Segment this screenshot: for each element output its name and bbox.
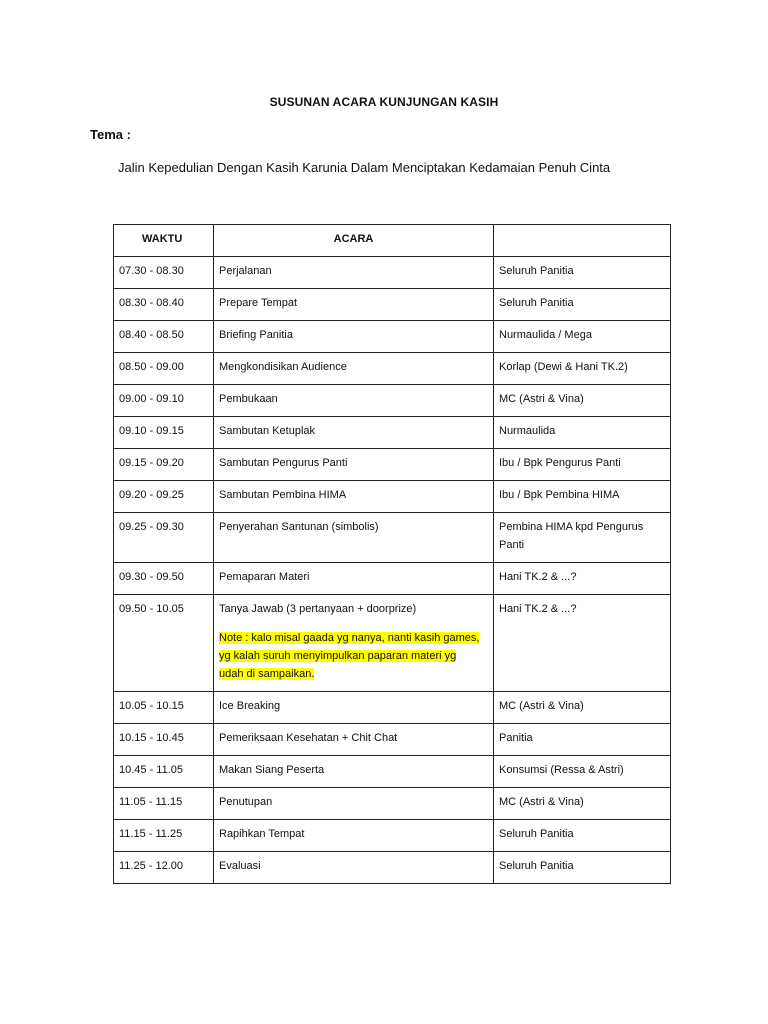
- table-row: [114, 417, 671, 449]
- note-block: [219, 629, 488, 683]
- cell-acara: [214, 449, 494, 481]
- cell-penanggung-jawab: Nurmaulida: [494, 417, 671, 449]
- cell-penanggung-jawab: Pembina HIMA kpd Pengurus Panti: [494, 513, 671, 563]
- cell-acara: [214, 321, 494, 353]
- acara-text: Makan Siang Peserta: [219, 764, 325, 776]
- cell-penanggung-jawab: MC (Astri & Vina): [494, 692, 671, 724]
- table-row: [114, 449, 671, 481]
- table-row: [114, 385, 671, 417]
- header-acara: ACARA: [214, 225, 494, 257]
- cell-penanggung-jawab: Nurmaulida / Mega: [494, 321, 671, 353]
- cell-waktu: 09.25 - 09.30: [114, 513, 214, 563]
- cell-penanggung-jawab: Korlap (Dewi & Hani TK.2): [494, 353, 671, 385]
- cell-waktu: 10.45 - 11.05: [114, 756, 214, 788]
- table-row: [114, 353, 671, 385]
- acara-text: Ice Breaking: [219, 700, 281, 712]
- cell-penanggung-jawab: MC (Astri & Vina): [494, 385, 671, 417]
- acara-text: Sambutan Ketuplak: [219, 425, 316, 437]
- cell-penanggung-jawab: Panitia: [494, 724, 671, 756]
- cell-penanggung-jawab: Seluruh Panitia: [494, 852, 671, 884]
- note-highlight-line: udah di sampaikan.: [219, 668, 315, 680]
- cell-acara: [214, 563, 494, 595]
- acara-text: Penyerahan Santunan (simbolis): [219, 521, 379, 533]
- schedule-body: [114, 257, 671, 884]
- cell-acara: [214, 756, 494, 788]
- cell-acara: [214, 692, 494, 724]
- table-row: [114, 692, 671, 724]
- cell-waktu: 11.05 - 11.15: [114, 788, 214, 820]
- acara-text: Perjalanan: [219, 265, 272, 277]
- acara-text: Briefing Panitia: [219, 329, 293, 341]
- cell-waktu: 08.40 - 08.50: [114, 321, 214, 353]
- document-title: SUSUNAN ACARA KUNJUNGAN KASIH: [269, 95, 499, 109]
- acara-text: Sambutan Pembina HIMA: [219, 489, 347, 501]
- table-row: [114, 289, 671, 321]
- cell-penanggung-jawab: Seluruh Panitia: [494, 820, 671, 852]
- cell-penanggung-jawab: MC (Astri & Vina): [494, 788, 671, 820]
- cell-waktu: 09.15 - 09.20: [114, 449, 214, 481]
- acara-text: Penutupan: [219, 796, 273, 808]
- cell-acara: [214, 385, 494, 417]
- cell-waktu: 08.30 - 08.40: [114, 289, 214, 321]
- cell-acara: [214, 481, 494, 513]
- acara-text: Evaluasi: [219, 860, 261, 872]
- cell-acara: [214, 353, 494, 385]
- cell-penanggung-jawab: Hani TK.2 & ...?: [494, 563, 671, 595]
- cell-acara: [214, 257, 494, 289]
- table-row: [114, 788, 671, 820]
- acara-text: Pembukaan: [219, 393, 278, 405]
- cell-waktu: 09.50 - 10.05: [114, 595, 214, 692]
- note-highlight-line: Note : kalo misal gaada yg nanya, nanti kasih games,: [219, 632, 480, 644]
- cell-waktu: 09.30 - 09.50: [114, 563, 214, 595]
- table-row: [114, 481, 671, 513]
- acara-text: Pemaparan Materi: [219, 571, 310, 583]
- table-row: [114, 756, 671, 788]
- cell-acara: [214, 852, 494, 884]
- tema-label: Tema :: [90, 127, 131, 142]
- table-row: [114, 563, 671, 595]
- acara-text: Mengkondisikan Audience: [219, 361, 347, 373]
- table-header-row: [114, 225, 671, 257]
- cell-penanggung-jawab: Konsumsi (Ressa & Astri): [494, 756, 671, 788]
- table-row: [114, 321, 671, 353]
- schedule-table: [113, 224, 671, 884]
- cell-waktu: 10.05 - 10.15: [114, 692, 214, 724]
- cell-acara: [214, 820, 494, 852]
- acara-text: Rapihkan Tempat: [219, 828, 305, 840]
- note-highlight-line: yg kalah suruh menyimpulkan paparan materi yg: [219, 650, 457, 662]
- cell-waktu: 09.10 - 09.15: [114, 417, 214, 449]
- cell-acara: [214, 788, 494, 820]
- cell-acara: [214, 724, 494, 756]
- cell-penanggung-jawab: Ibu / Bpk Pengurus Panti: [494, 449, 671, 481]
- cell-waktu: 10.15 - 10.45: [114, 724, 214, 756]
- table-row: [114, 595, 671, 692]
- cell-waktu: 07.30 - 08.30: [114, 257, 214, 289]
- cell-waktu: 11.25 - 12.00: [114, 852, 214, 884]
- cell-penanggung-jawab: Hani TK.2 & ...?: [494, 595, 671, 692]
- cell-waktu: 11.15 - 11.25: [114, 820, 214, 852]
- table-row: [114, 820, 671, 852]
- cell-penanggung-jawab: Seluruh Panitia: [494, 289, 671, 321]
- table-row: [114, 852, 671, 884]
- cell-acara: [214, 289, 494, 321]
- cell-waktu: 08.50 - 09.00: [114, 353, 214, 385]
- table-row: [114, 724, 671, 756]
- acara-text: Sambutan Pengurus Panti: [219, 457, 348, 469]
- cell-acara: [214, 595, 494, 692]
- table-row: [114, 257, 671, 289]
- table-row: [114, 513, 671, 563]
- cell-acara: [214, 513, 494, 563]
- header-waktu: WAKTU: [114, 225, 214, 257]
- tema-text: Jalin Kepedulian Dengan Kasih Karunia Dalam Menciptakan Kedamaian Penuh Cinta: [118, 160, 611, 175]
- cell-waktu: 09.00 - 09.10: [114, 385, 214, 417]
- acara-text: Prepare Tempat: [219, 297, 298, 309]
- acara-text: Tanya Jawab (3 pertanyaan + doorprize): [219, 603, 417, 615]
- acara-text: Pemeriksaan Kesehatan + Chit Chat: [219, 732, 398, 744]
- cell-acara: [214, 417, 494, 449]
- cell-penanggung-jawab: Seluruh Panitia: [494, 257, 671, 289]
- header-penanggung-jawab: [494, 225, 671, 257]
- cell-waktu: 09.20 - 09.25: [114, 481, 214, 513]
- cell-penanggung-jawab: Ibu / Bpk Pembina HIMA: [494, 481, 671, 513]
